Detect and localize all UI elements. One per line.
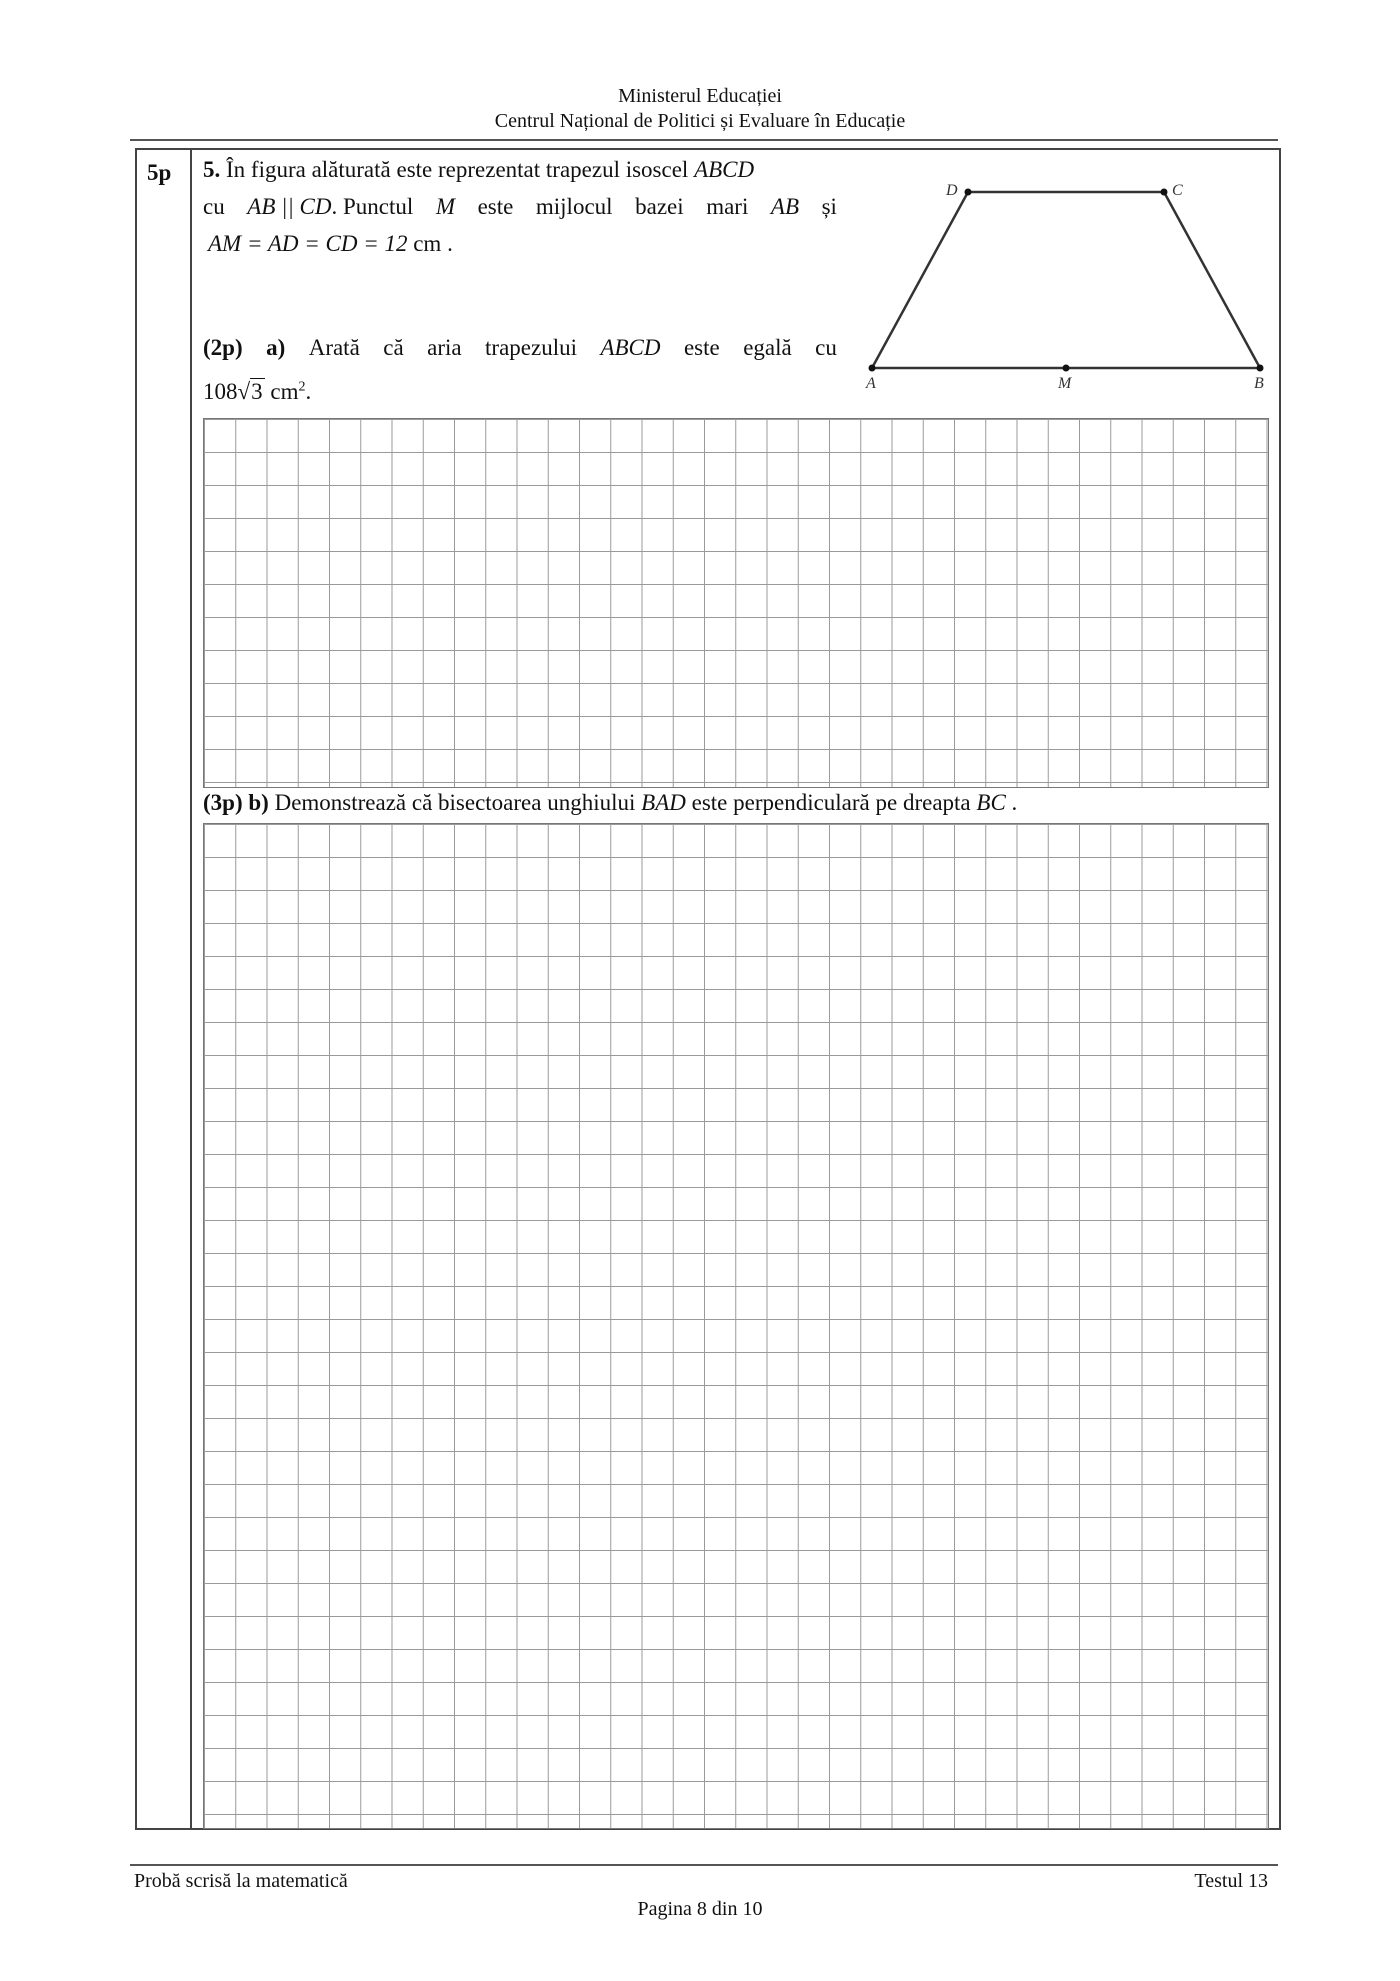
word-este: este <box>477 194 514 219</box>
item-number: 5. <box>203 157 221 182</box>
points-column <box>137 150 192 1828</box>
label-b: B <box>1254 375 1264 392</box>
statement-line-3 <box>208 229 453 259</box>
point-m: M <box>435 194 455 219</box>
part-a-word: egală <box>743 335 792 360</box>
page-header <box>0 84 1400 134</box>
area-exponent: 2 <box>298 379 306 395</box>
part-b-text-1: Demonstrează că bisectoarea unghiului <box>274 790 636 815</box>
length-unit: cm . <box>413 231 453 256</box>
header-center-name: Centrul Național de Politici și Evaluare în Educație <box>494 110 906 132</box>
label-c: C <box>1172 182 1183 199</box>
area-period: . <box>305 379 312 404</box>
vertex-c-dot <box>1161 189 1168 196</box>
part-a-word: aria <box>427 335 462 360</box>
part-a-word: cu <box>815 335 837 360</box>
radicand: 3 <box>251 379 263 404</box>
word-si: și <box>821 194 837 219</box>
vertex-a-dot <box>869 365 876 372</box>
header-divider <box>130 139 1278 141</box>
statement-line-2 <box>203 192 837 222</box>
part-a-word: este <box>683 335 720 360</box>
part-b-text-2: este perpendiculară pe dreapta <box>691 790 971 815</box>
part-a-word: că <box>383 335 404 360</box>
header-ministry: Ministerul Educației <box>618 85 782 107</box>
word-mijlocul: mijlocul <box>535 194 613 219</box>
area-unit: cm <box>270 379 299 404</box>
part-b-period: . <box>1011 790 1018 815</box>
label-m: M <box>1058 375 1072 392</box>
trapezoid-name: ABCD <box>694 157 755 182</box>
square-root: √3 <box>237 379 263 404</box>
parallel-relation: AB || CD <box>247 194 332 219</box>
vertex-b-dot <box>1257 365 1264 372</box>
part-a-letter: a) <box>266 335 286 360</box>
part-a-trapezoid-name: ABCD <box>600 335 661 360</box>
length-equality: AM = AD = CD = 12 <box>208 231 408 256</box>
part-a-word: Arată <box>308 335 360 360</box>
footer-page-number: Pagina 8 din 10 <box>637 1898 763 1920</box>
midpoint-m-dot <box>1063 365 1070 372</box>
part-a-area-value <box>203 377 311 407</box>
part-b-letter: b) <box>248 790 269 815</box>
part-a-word: trapezului <box>485 335 577 360</box>
footer-test-number: Testul 13 <box>1194 1870 1268 1892</box>
area-coefficient: 108 <box>203 379 238 404</box>
statement-line-1 <box>203 155 837 185</box>
segment-ab: AB <box>770 194 800 219</box>
line-bc: BC <box>976 790 1006 815</box>
part-b-statement <box>203 788 1017 818</box>
answer-grid-part-b[interactable] <box>203 823 1269 1829</box>
answer-grid-part-a[interactable] <box>203 418 1269 788</box>
label-a: A <box>866 375 876 392</box>
part-a-line-1 <box>203 333 837 363</box>
footer-divider <box>130 1864 1278 1866</box>
word-mari: mari <box>706 194 749 219</box>
trapezoid-outline <box>872 192 1260 368</box>
label-d: D <box>946 182 958 199</box>
word-cu: cu <box>203 194 225 219</box>
part-a-marks: (2p) <box>203 335 243 360</box>
word-bazei: bazei <box>635 194 684 219</box>
footer-exam-name: Probă scrisă la matematică <box>134 1870 348 1892</box>
vertex-d-dot <box>965 189 972 196</box>
points-label: 5p <box>147 160 172 185</box>
word-punctul: . Punctul <box>331 194 414 219</box>
angle-bad: BAD <box>641 790 686 815</box>
statement-text-1: În figura alăturată este reprezentat trapezul isoscel <box>226 157 689 182</box>
part-b-marks: (3p) <box>203 790 243 815</box>
trapezoid-figure <box>858 174 1288 404</box>
